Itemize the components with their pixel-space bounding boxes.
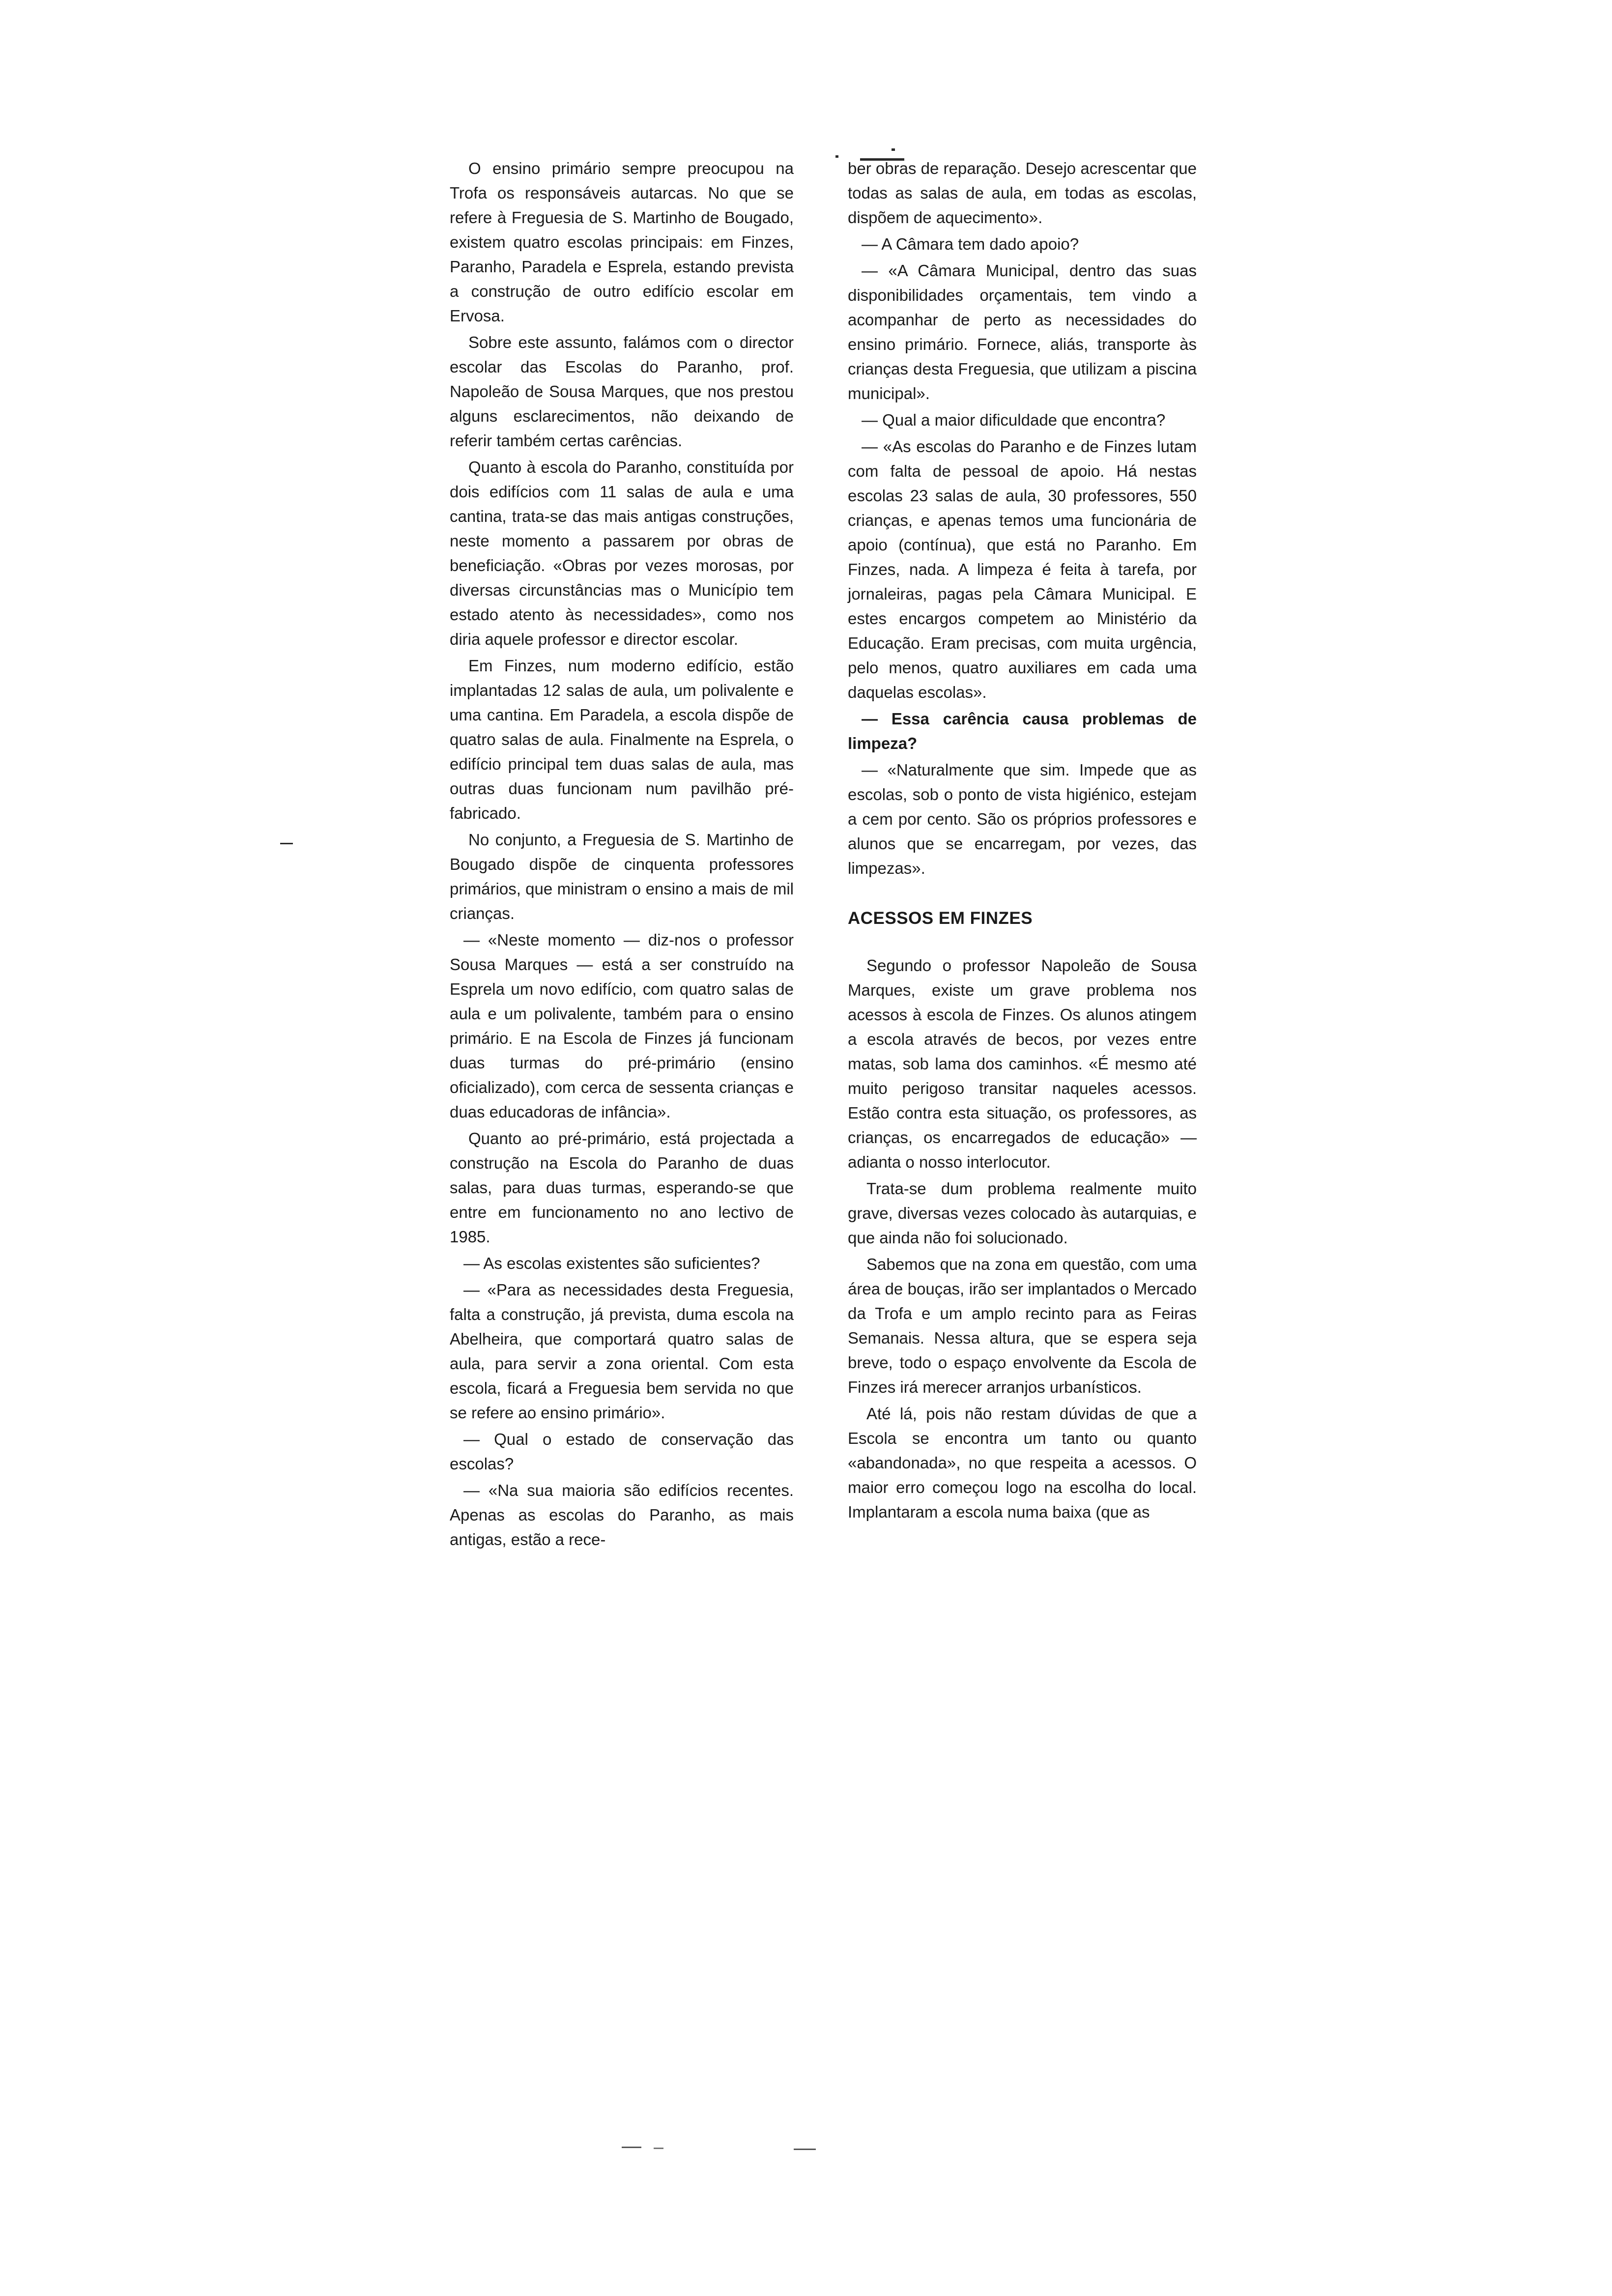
- article-paragraph: Sabemos que na zona em questão, com uma área de bouças, irão ser implantados o Mercado da Trofa e um amplo recinto para as Feiras Semanais. Nessa altura, que se espera seja breve, todo o espaço envolvente da Escola de Finzes irá merecer arranjos urbanísticos.: [848, 1255, 1197, 1396]
- article-paragraph: Em Finzes, num moderno edifício, estão implantadas 12 salas de aula, um polivalente e uma cantina. Em Paradela, a escola dispõe de quatro salas de aula. Finalmente na Esprela, o edifício principal tem duas salas de aula, mas outras duas funcionam num pavilhão pré-fabricado.: [450, 657, 794, 822]
- article-paragraph: O ensino primário sempre preocupou na Trofa os responsáveis autarcas. No que se refere à Freguesia de S. Martinho de Bougado, existem quatro escolas principais: em Finzes, Paranho, Paradela e Esprela, estando prevista a construção de outro edifício escolar em Ervosa.: [450, 159, 794, 325]
- interview-answer: — «Para as necessidades desta Freguesia, falta a construção, já prevista, duma escola na Abelheira, que comportará quatro salas de aula, para servir a zona oriental. Com esta escola, ficará a Freguesia bem servida no que se refere ao ensino primário».: [450, 1281, 794, 1422]
- interview-answer: — «A Câmara Municipal, dentro das suas disponibilidades orçamentais, tem vindo a acompanhar de perto as necessidades do ensino primário. Fornece, aliás, transporte às crianças desta Freguesia, que utilizam a piscina municipal».: [848, 261, 1197, 402]
- article-column-right: [848, 156, 1197, 1524]
- article-paragraph: Até lá, pois não restam dúvidas de que a Escola se encontra um tanto ou quanto «abandonada», no que respeita a acessos. O maior erro começou logo na escolha do local. Implantaram a escola numa baixa (que as: [848, 1405, 1197, 1521]
- scan-mark: [654, 2148, 663, 2149]
- interview-answer: — «Na sua maioria são edifícios recentes. Apenas as escolas do Paranho, as mais antigas, estão a rece-: [450, 1481, 794, 1549]
- article-paragraph-continued: ber obras de reparação. Desejo acrescentar que todas as salas de aula, em todas as escolas, dispõem de aquecimento».: [848, 159, 1197, 227]
- scan-mark: [280, 843, 293, 844]
- article-paragraph: Sobre este assunto, falámos com o director escolar das Escolas do Paranho, prof. Napoleão de Sousa Marques, que nos prestou alguns esclarecimentos, não deixando de referir também certas carências.: [450, 333, 794, 450]
- interview-question: — A Câmara tem dado apoio?: [862, 235, 1079, 253]
- interview-answer: — «Neste momento — diz-nos o professor Sousa Marques — está a ser construído na Esprela um novo edifício, com quatro salas de aula e um polivalente, também para o ensino primário. E na Escola de Finzes já funcionam duas turmas do pré-primário (ensino oficializado), com cerca de sessenta crianças e duas educadoras de infância».: [450, 931, 794, 1121]
- interview-answer: — «As escolas do Paranho e de Finzes lutam com falta de pessoal de apoio. Há nestas escolas 23 salas de aula, 30 professores, 550 crianças, e apenas temos uma funcionária de apoio (contínua), que está no Paranho. Em Finzes, nada. A limpeza é feita à tarefa, por jornaleiras, pagas pela Câmara Municipal. E estes encargos competem ao Ministério da Educação. Eram precisas, com muita urgência, pelo menos, quatro auxiliares em cada uma daquelas escolas».: [848, 437, 1197, 701]
- scan-mark: [835, 155, 838, 158]
- scan-mark: [892, 148, 895, 151]
- article-column-left: [450, 156, 794, 1552]
- interview-question: — As escolas existentes são suficientes?: [463, 1254, 760, 1272]
- interview-question: — Qual a maior dificuldade que encontra?: [862, 411, 1166, 429]
- article-paragraph: Quanto à escola do Paranho, constituída por dois edifícios com 11 salas de aula e uma cantina, trata-se das mais antigas construções, neste momento a passarem por obras de beneficiação. «Obras por vezes morosas, por diversas circunstâncias mas o Município tem estado atento às necessidades», como nos diria aquele professor e director escolar.: [450, 458, 794, 648]
- section-heading: ACESSOS EM FINZES: [848, 909, 1033, 928]
- article-paragraph: Segundo o professor Napoleão de Sousa Marques, existe um grave problema nos acessos à escola de Finzes. Os alunos atingem a escola através de becos, por vezes entre matas, sob lama dos caminhos. «É mesmo até muito perigoso transitar naqueles acessos. Estão contra esta situação, os professores, as crianças, os encarregados de educação» — adianta o nosso interlocutor.: [848, 956, 1197, 1171]
- article-paragraph: Quanto ao pré-primário, está projectada a construção na Escola do Paranho de duas salas, para duas turmas, esperando-se que entre em funcionamento no ano lectivo de 1985.: [450, 1129, 794, 1246]
- article-paragraph: Trata-se dum problema realmente muito grave, diversas vezes colocado às autarquias, e que ainda não foi solucionado.: [848, 1179, 1197, 1247]
- scan-mark: [622, 2147, 641, 2148]
- article-paragraph: No conjunto, a Freguesia de S. Martinho de Bougado dispõe de cinquenta professores primários, que ministram o ensino a mais de mil crianças.: [450, 831, 794, 922]
- interview-question: — Essa carência causa problemas de limpeza?: [848, 710, 1197, 752]
- interview-answer: — «Naturalmente que sim. Impede que as escolas, sob o ponto de vista higiénico, estejam a cem por cento. São os próprios professores e alunos que se encarregam, por vezes, das limpezas».: [848, 761, 1197, 877]
- scan-mark: [794, 2149, 816, 2150]
- interview-question: — Qual o estado de conservação das escolas?: [450, 1430, 794, 1473]
